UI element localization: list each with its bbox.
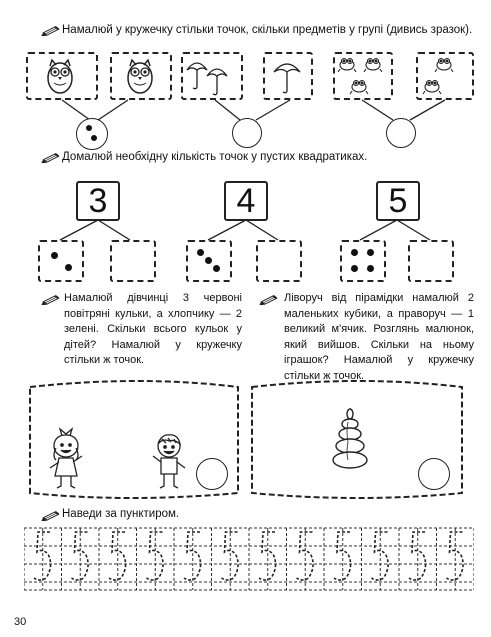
page-number: 30 <box>14 616 27 628</box>
boy-icon <box>148 432 190 492</box>
dot <box>205 257 212 264</box>
dot <box>351 249 358 256</box>
number-box: 4 <box>224 181 268 221</box>
tracing-grid[interactable] <box>24 526 474 592</box>
task2-instruction: Домалюй необхідну кількість точок у пустих квадратиках. <box>62 151 368 163</box>
dots-box-empty[interactable] <box>408 240 454 282</box>
dots-box-empty[interactable] <box>256 240 302 282</box>
dot <box>51 252 58 259</box>
girl-icon <box>44 426 88 492</box>
answer-circle-task4[interactable] <box>418 458 450 490</box>
pencil-icon <box>40 295 62 305</box>
dots-box-filled <box>340 240 386 282</box>
answer-circle-task3[interactable] <box>196 458 228 490</box>
dots-box-empty[interactable] <box>110 240 156 282</box>
dot <box>213 265 220 272</box>
dots-box-filled <box>186 240 232 282</box>
task1-instruction: Намалюй у кружечку стільки точок, скільки предметів у групі (дивись зразок). <box>62 24 473 36</box>
task3-text: Намалюй дівчинці 3 червоні повітряні кульки, а хлопчику — 2 зелені. Скільки всього кульок у дітей? Намалюй у кружечку стільки ж точок. <box>64 292 242 366</box>
pencil-icon <box>258 295 280 305</box>
task4-text: Ліворуч від пірамідки намалюй 2 маленьких кубики, а праворуч — 1 великий м'ячик. Розглянь малюнок, який вийшов. Скільки на ньому іграшок? Намалюй у кружечку стільки ж точок. <box>284 292 474 382</box>
pencil-icon <box>40 511 62 521</box>
number-box: 5 <box>376 181 420 221</box>
dots-box-filled <box>38 240 84 282</box>
dot <box>65 264 72 271</box>
dot <box>197 249 204 256</box>
task5-instruction: Наведи за пунктиром. <box>62 508 180 520</box>
pyramid-toy-icon <box>332 408 368 474</box>
dot <box>351 265 358 272</box>
number-box: 3 <box>76 181 120 221</box>
dot <box>367 249 374 256</box>
task2-lines <box>0 0 491 260</box>
dot <box>367 265 374 272</box>
